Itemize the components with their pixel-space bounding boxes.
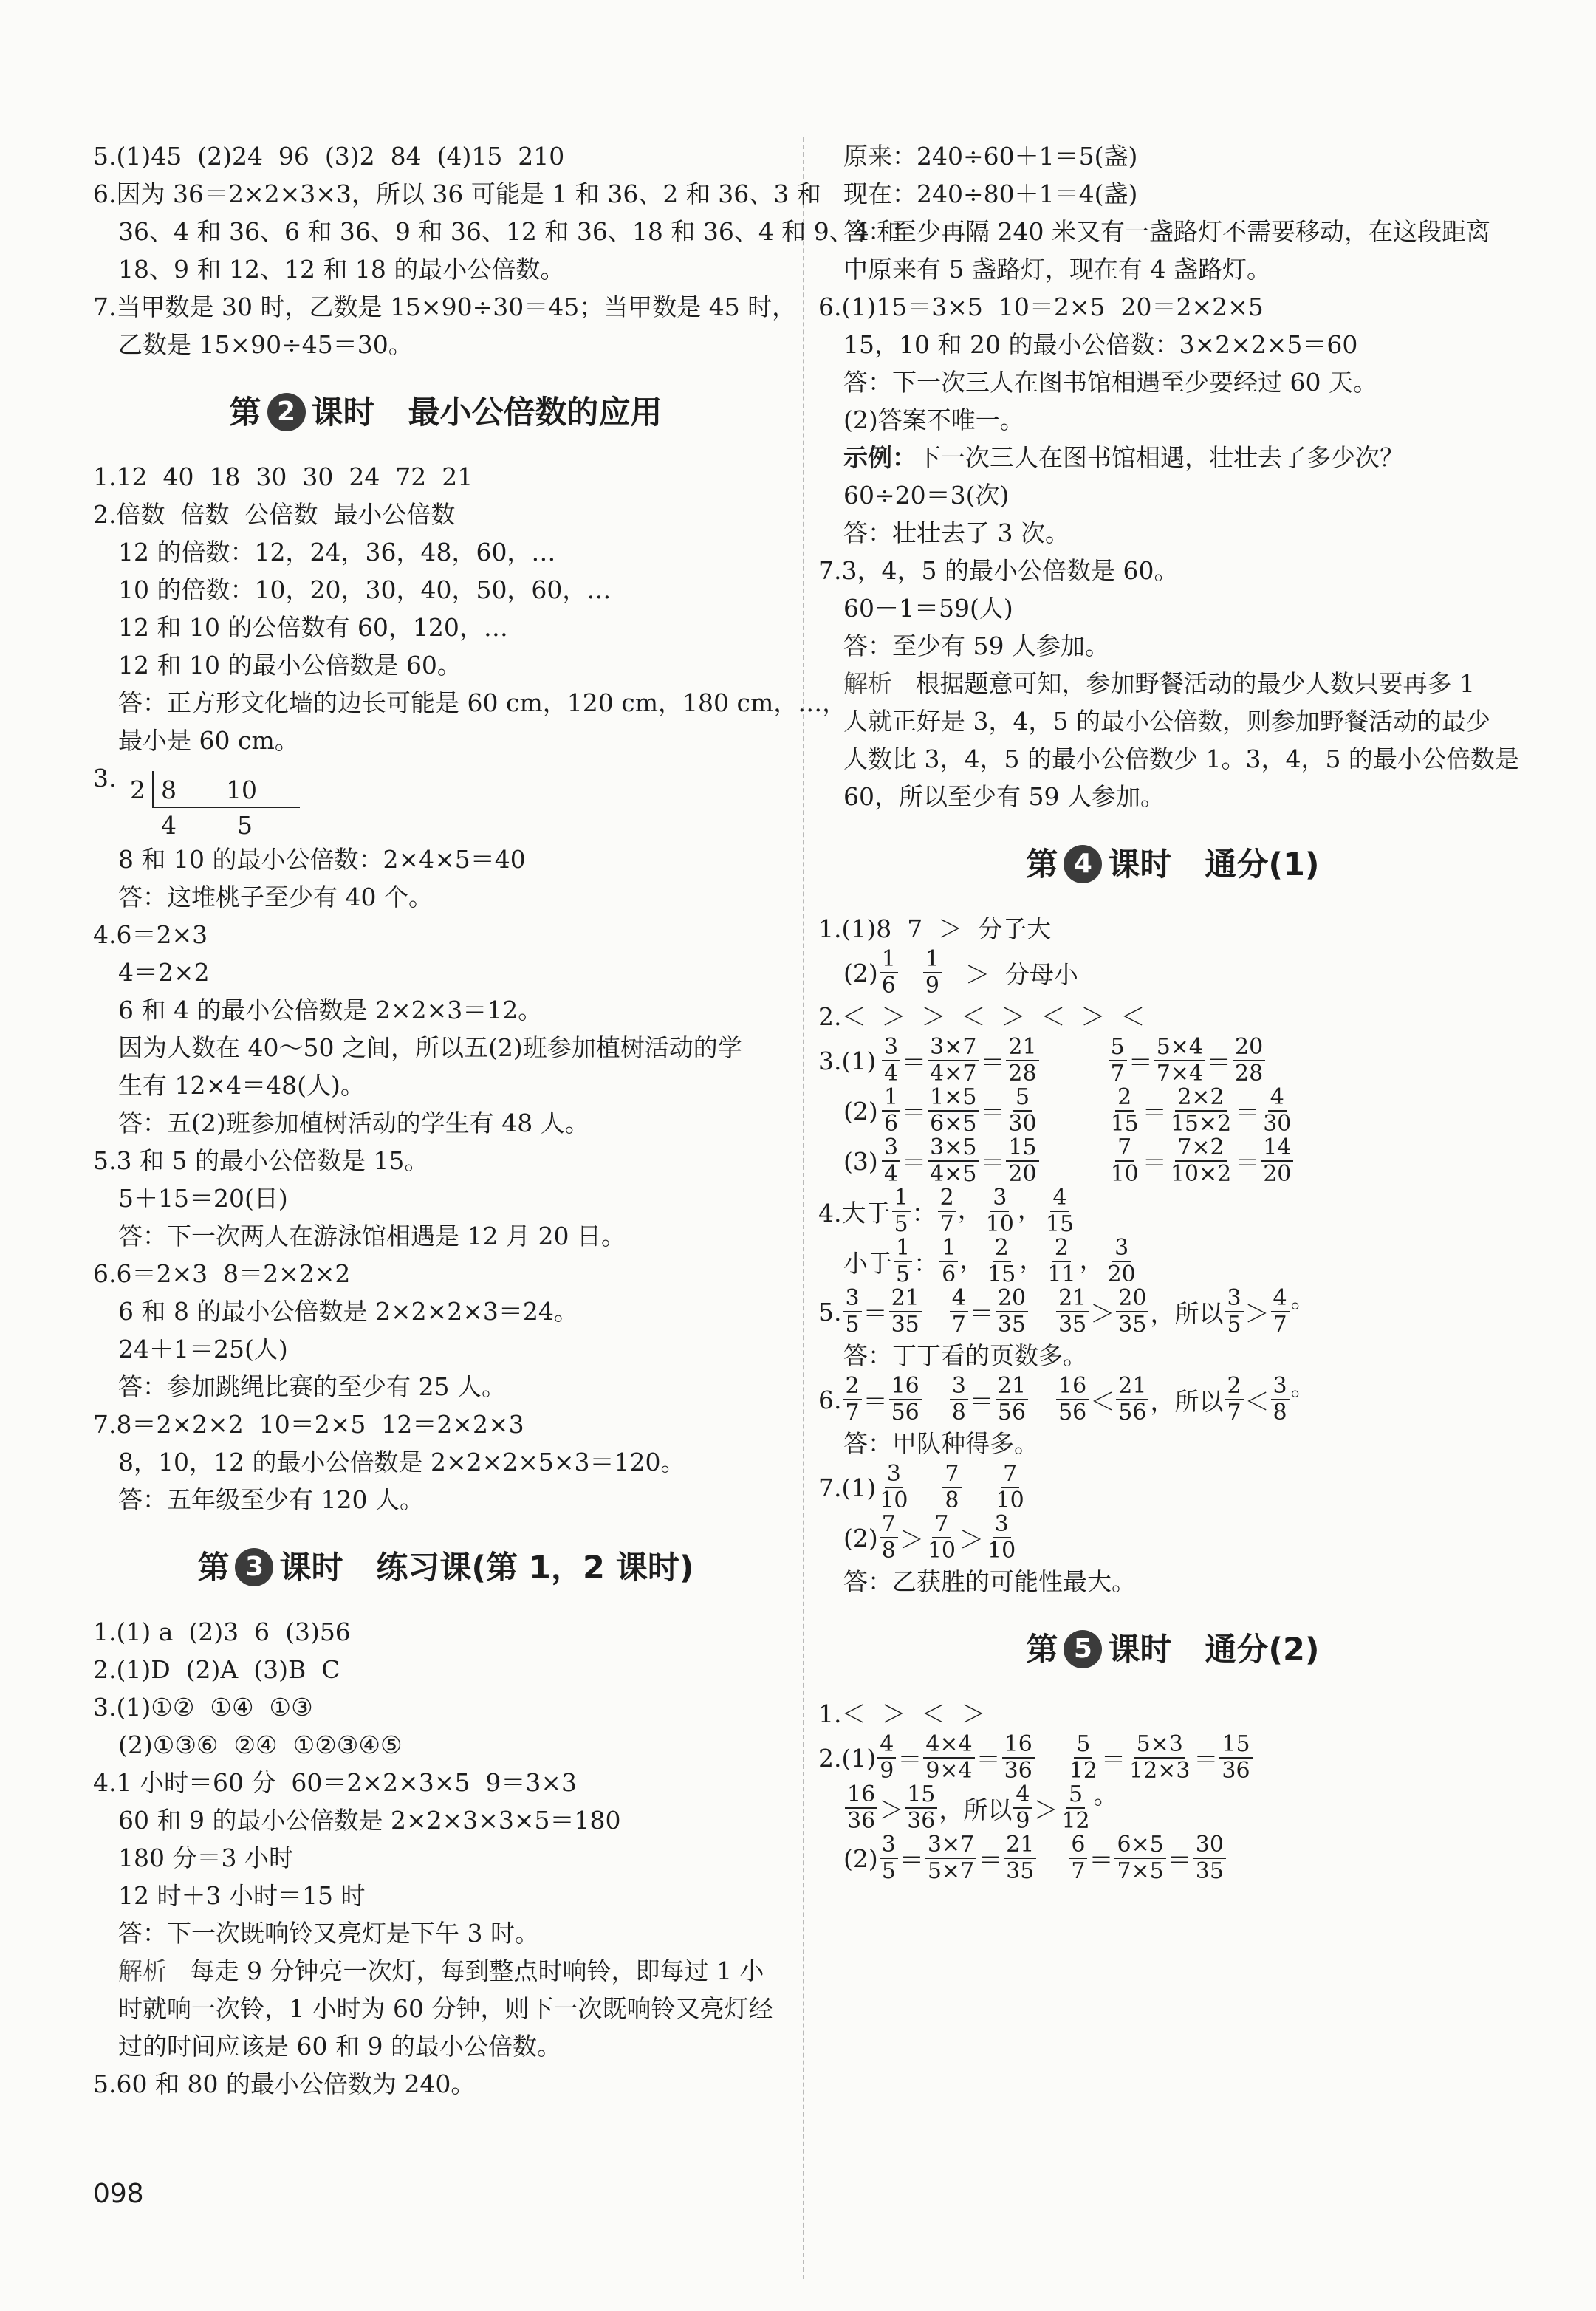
answer-line: 答：下一次既响铃又亮灯是下午 3 时。 — [118, 1919, 539, 1948]
denominator: 4×5 — [930, 1161, 977, 1187]
denominator: 10 — [985, 1211, 1014, 1237]
numerator: 15 — [905, 1782, 937, 1809]
fraction — [1006, 1135, 1038, 1187]
numerator: 21 — [1004, 1832, 1036, 1859]
numerator: 4 — [950, 1286, 968, 1312]
fraction — [1219, 1732, 1252, 1784]
denominator: 4 — [884, 1061, 899, 1086]
denominator: 8 — [1273, 1400, 1287, 1425]
denominator: 15 — [987, 1261, 1016, 1287]
denominator: 5 — [881, 1858, 896, 1884]
answer-line: 7.3，4，5 的最小公倍数是 60。 — [818, 556, 1179, 585]
answer-line: 4.1 小时＝60 分 60＝2×2×3×5 9＝3×3 — [93, 1768, 577, 1797]
denominator: 6 — [881, 973, 896, 999]
denominator: 10 — [1110, 1161, 1139, 1187]
numerator: 21 — [1006, 1035, 1038, 1061]
lesson-3-heading: 第 3 课时 练习课(第 1，2 课时) — [93, 1545, 798, 1591]
example-label: 示例： — [843, 443, 917, 472]
answer-line: 答：下一次两人在游泳馆相遇是 12 月 20 日。 — [118, 1222, 626, 1250]
numerator: 2 — [938, 1185, 956, 1212]
lesson-2-heading: 第 2 课时 最小公倍数的应用 — [93, 390, 798, 436]
lesson-5-heading: 第 5 课时 通分(2) — [818, 1627, 1527, 1673]
fraction — [942, 1462, 961, 1513]
numerator: 20 — [1116, 1286, 1148, 1312]
denominator: 4×7 — [930, 1061, 977, 1086]
denominator: 36 — [847, 1808, 876, 1834]
lesson-number-badge: 5 — [1064, 1630, 1102, 1668]
answer-line: 7.8＝2×2×2 10＝2×5 12＝2×2×3 — [93, 1410, 524, 1439]
answer-line: 答：甲队种得多。 — [843, 1429, 1038, 1458]
denominator: 56 — [1118, 1400, 1147, 1425]
fraction-row: 5. $\frac{3}{5}$ ＝ $\frac{21}{35}$ $\frac{4}{7}$ ＝ $\frac{20}{35}$ $\frac{21}{35}$ ＞ $\frac{20}{35}$ ， 所以 $\frac{3}{5}$ ＞ $\frac{4}{7}$ 。 — [818, 1284, 1315, 1338]
fraction-row: 小于 $\frac{1}{5}$ ： $\frac{1}{6}$ ， $\frac{2}{15}$ ， $\frac{2}{11}$ ， $\frac{3}{20}$ — [818, 1236, 1527, 1287]
denominator: 5×7 — [927, 1858, 975, 1884]
numerator: 2×2 — [1175, 1085, 1226, 1112]
numerator: 3 — [880, 1832, 898, 1859]
fraction-row: 6. $\frac{2}{7}$ ＝ $\frac{16}{56}$ $\frac{3}{8}$ ＝ $\frac{21}{56}$ $\frac{16}{56}$ ＜ $\frac{21}{56}$ ， 所以 $\frac{2}{7}$ ＜ $\frac{3}{8}$ 。 — [818, 1372, 1315, 1425]
fraction — [1109, 1085, 1141, 1137]
fraction — [1056, 1286, 1089, 1338]
fraction — [1056, 1374, 1089, 1425]
page-number: 098 — [93, 2179, 144, 2209]
fraction — [877, 1462, 910, 1513]
answer-line: 18、9 和 12、12 和 18 的最小公倍数。 — [118, 255, 565, 284]
numerator: 3×5 — [928, 1135, 979, 1162]
denominator: 12 — [1061, 1808, 1090, 1834]
denominator: 6×5 — [930, 1111, 977, 1137]
numerator: 20 — [1233, 1035, 1265, 1061]
fraction — [928, 1135, 979, 1187]
numerator: 2 — [993, 1236, 1011, 1262]
answer-line: 60 和 9 的最小公倍数是 2×2×3×3×5＝180 — [118, 1806, 621, 1835]
fraction — [877, 1732, 896, 1784]
denominator: 6 — [942, 1261, 956, 1287]
numerator: 4 — [1271, 1286, 1290, 1312]
numerator: 4 — [1013, 1782, 1032, 1809]
fraction — [984, 1185, 1016, 1237]
answer-line: 答：丁丁看的页数多。 — [843, 1341, 1087, 1370]
denominator: 10 — [927, 1538, 956, 1564]
denominator: 12×3 — [1129, 1758, 1191, 1784]
answer-line: 中原来有 5 盏路灯，现在有 4 盏路灯。 — [843, 255, 1271, 284]
fraction — [925, 1512, 958, 1564]
fraction — [843, 1374, 862, 1425]
numerator: 3 — [885, 1462, 903, 1488]
denominator: 7 — [951, 1312, 966, 1338]
denominator: 5 — [896, 1261, 911, 1287]
denominator: 15 — [1110, 1111, 1139, 1137]
answer-line: 5＋15＝20(日) — [118, 1184, 288, 1213]
analysis-line: 人就正好是 3，4，5 的最小公倍数，则参加野餐活动的最少 — [843, 707, 1490, 736]
fraction — [994, 1462, 1027, 1513]
numerator: 7 — [932, 1512, 951, 1538]
answer-line: 乙数是 15×90÷45＝30。 — [118, 330, 413, 359]
denominator: 7 — [939, 1211, 954, 1237]
answer-line: 最小是 60 cm。 — [118, 726, 299, 755]
denominator: 15×2 — [1170, 1111, 1232, 1137]
numerator: 1 — [923, 947, 942, 973]
denominator: 20 — [1008, 1161, 1037, 1187]
answer-line: 12 时＋3 小时＝15 时 — [118, 1881, 366, 1910]
numerator: 21 — [1056, 1286, 1089, 1312]
denominator: 35 — [1118, 1312, 1147, 1338]
analysis-label: 解析 — [118, 1956, 167, 1985]
fraction — [1193, 1832, 1226, 1884]
denominator: 9 — [880, 1758, 894, 1784]
fraction — [1004, 1832, 1036, 1884]
numerator: 14 — [1261, 1135, 1293, 1162]
fraction — [1271, 1374, 1290, 1425]
numerator: 16 — [845, 1782, 877, 1809]
answer-line: 15，10 和 20 的最小公倍数：3×2×2×5＝60 — [843, 330, 1358, 359]
answer-line: 4.6＝2×3 — [93, 920, 208, 949]
fraction — [923, 947, 942, 999]
denominator: 20 — [1263, 1161, 1292, 1187]
fraction — [996, 1374, 1028, 1425]
numerator: 3 — [882, 1035, 900, 1061]
answer-line: 24＋1＝25(人) — [118, 1335, 288, 1363]
fraction — [880, 947, 898, 999]
fraction — [925, 1832, 976, 1884]
answer-line: 10 的倍数：10，20，30，40，50，60，… — [118, 575, 612, 604]
answer-line: 1.12 40 18 30 30 24 72 21 — [93, 462, 473, 491]
denominator: 8 — [881, 1538, 896, 1564]
denominator: 7 — [1227, 1400, 1241, 1425]
denominator: 5 — [1227, 1312, 1241, 1338]
denominator: 4 — [884, 1161, 899, 1187]
analysis-line: 时就响一次铃，1 小时为 60 分钟，则下一次既响铃又亮灯经 — [118, 1994, 773, 2023]
denominator: 11 — [1047, 1261, 1076, 1287]
numerator: 7 — [942, 1462, 961, 1488]
short-division-ladder: 3. 2 8 10 4 5 — [93, 759, 798, 840]
denominator: 9 — [925, 973, 939, 999]
denominator: 30 — [1263, 1111, 1292, 1137]
denominator: 9 — [1016, 1808, 1030, 1834]
denominator: 35 — [1006, 1858, 1035, 1884]
answer-line: 12 的倍数：12，24，36，48，60，… — [118, 538, 556, 566]
answer-line: 60－1＝59(人) — [843, 594, 1013, 623]
fraction — [1006, 1035, 1038, 1086]
numerator: 3×7 — [925, 1832, 976, 1859]
numerator: 2 — [1225, 1374, 1243, 1400]
answer-line: 8 和 10 的最小公倍数：2×4×5＝40 — [118, 845, 526, 874]
answer-line: 12 和 10 的公倍数有 60，120，… — [118, 613, 508, 642]
analysis-line: 解析 根据题意可知，参加野餐活动的最少人数只要再多 1 — [843, 669, 1475, 698]
example-line: 示例：下一次三人在图书馆相遇，壮壮去了多少次？ — [843, 443, 1404, 472]
fraction — [1109, 1035, 1127, 1086]
denominator: 30 — [1008, 1111, 1037, 1137]
fraction — [1168, 1135, 1233, 1187]
fraction — [1069, 1832, 1087, 1884]
right-column — [818, 137, 1527, 1883]
answer-line: 60÷20＝3(次) — [843, 481, 1010, 510]
fraction — [1127, 1732, 1192, 1784]
fraction — [928, 1035, 979, 1086]
answer-line: 180 分＝3 小时 — [118, 1843, 293, 1872]
answer-line: 生有 12×4＝48(人)。 — [118, 1071, 365, 1100]
fraction — [1002, 1732, 1035, 1784]
answer-line: (2)①③⑥ ②④ ①②③④⑤ — [118, 1730, 403, 1759]
answer-line: 5.3 和 5 的最小公倍数是 15。 — [93, 1146, 429, 1175]
lesson-4-heading: 第 4 课时 通分(1) — [818, 842, 1527, 888]
denominator: 7 — [1273, 1312, 1287, 1338]
numerator: 3 — [990, 1185, 1009, 1212]
answer-line: 4＝2×2 — [118, 958, 210, 987]
answer-line: 6.(1)15＝3×5 10＝2×5 20＝2×2×5 — [818, 292, 1264, 321]
denominator: 35 — [891, 1312, 919, 1338]
fraction — [1168, 1085, 1233, 1137]
numerator: 4×4 — [923, 1732, 974, 1759]
answer-line: 因为人数在 40～50 之间，所以五(2)班参加植树活动的学 — [118, 1033, 742, 1062]
answer-line: 1.(1) a (2)3 6 (3)56 — [93, 1617, 351, 1646]
fraction — [1233, 1035, 1265, 1086]
fraction — [843, 1286, 862, 1338]
numerator: 3 — [1225, 1286, 1243, 1312]
fraction — [889, 1374, 922, 1425]
answer-line: 5.60 和 80 的最小公倍数为 240。 — [93, 2069, 476, 2098]
denominator: 6 — [884, 1111, 899, 1137]
denominator: 28 — [1008, 1061, 1037, 1086]
answer-line: 现在：240÷80＋1＝4(盏) — [843, 179, 1138, 208]
numerator: 3×7 — [928, 1035, 979, 1061]
numerator: 3 — [993, 1512, 1011, 1538]
fraction — [845, 1782, 877, 1834]
answer-line: 5.(1)45 (2)24 96 (3)2 84 (4)15 210 — [93, 142, 565, 171]
denominator: 7 — [1071, 1858, 1086, 1884]
fraction — [938, 1185, 956, 1237]
numerator: 4 — [877, 1732, 896, 1759]
denominator: 56 — [997, 1400, 1027, 1425]
numerator: 1 — [939, 1236, 958, 1262]
numerator: 20 — [996, 1286, 1028, 1312]
answer-line: 6.因为 36＝2×2×3×3，所以 36 可能是 1 和 36、2 和 36、3 和 — [93, 179, 821, 208]
numerator: 7 — [1001, 1462, 1019, 1488]
denominator: 36 — [907, 1808, 936, 1834]
fraction — [880, 1512, 898, 1564]
fraction-row: 3.(1) $\frac{3}{4}$ ＝ $\frac{3\times 7}{4\times 7}$ ＝ $\frac{21}{28}$ $\frac{5}{7}$ ＝ $\frac{5\times 4}{7\times 4}$ ＝ $\frac{20}{28}$ — [818, 1035, 1527, 1086]
fraction — [1116, 1374, 1148, 1425]
denominator: 10 — [987, 1538, 1016, 1564]
numerator: 5 — [1109, 1035, 1127, 1061]
denominator: 35 — [997, 1312, 1027, 1338]
fraction — [882, 1085, 900, 1137]
fraction — [923, 1732, 974, 1784]
numerator: 15 — [1006, 1135, 1038, 1162]
denominator: 7×4 — [1156, 1061, 1203, 1086]
numerator: 5×3 — [1134, 1732, 1185, 1759]
lesson-number-badge: 3 — [235, 1548, 273, 1586]
numerator: 30 — [1193, 1832, 1226, 1859]
fraction — [950, 1374, 968, 1425]
numerator: 5×4 — [1154, 1035, 1205, 1061]
column-divider — [803, 137, 804, 2279]
answer-line: 答：参加跳绳比赛的至少有 25 人。 — [118, 1372, 506, 1401]
fraction — [985, 1236, 1018, 1287]
answer-line: 7.当甲数是 30 时，乙数是 15×90÷30＝45；当甲数是 45 时， — [93, 292, 797, 321]
denominator: 9×4 — [925, 1758, 973, 1784]
denominator: 56 — [1058, 1400, 1087, 1425]
analysis-line: 人数比 3，4，5 的最小公倍数少 1。3，4，5 的最小公倍数是 — [843, 744, 1519, 773]
fraction-row: 7.(1) $\frac{3}{10}$ $\frac{7}{8}$ $\frac{7}{10}$ — [818, 1462, 1527, 1513]
denominator: 8 — [951, 1400, 966, 1425]
answer-line: 答：下一次三人在图书馆相遇至少要经过 60 天。 — [843, 368, 1377, 397]
fraction-row: $\frac{16}{36}$ ＞ $\frac{15}{36}$ ， 所以 $\frac{4}{9}$ ＞ $\frac{5}{12}$ 。 — [818, 1783, 1527, 1833]
answer-line: 6.6＝2×3 8＝2×2×2 — [93, 1259, 351, 1288]
fraction — [1261, 1135, 1293, 1187]
fraction-row: 2.(1) $\frac{4}{9}$ ＝ $\frac{4\times 4}{9\times 4}$ ＝ $\frac{16}{36}$ $\frac{5}{12}$ ＝ $\frac{5\times 3}{12\times 3}$ ＝ $\frac{15}{36}$ — [818, 1733, 1527, 1783]
numerator: 6×5 — [1114, 1832, 1165, 1859]
fraction — [882, 1135, 900, 1187]
answer-line: 答：这堆桃子至少有 40 个。 — [118, 883, 433, 911]
numerator: 21 — [1116, 1374, 1148, 1400]
fraction-row: (2) $\frac{7}{8}$ ＞ $\frac{7}{10}$ ＞ $\frac{3}{10}$ — [818, 1513, 1527, 1563]
answer-line: 2.倍数 倍数 公倍数 最小公倍数 — [93, 500, 456, 529]
fraction — [1261, 1085, 1293, 1137]
numerator: 6 — [1069, 1832, 1087, 1859]
fraction — [1114, 1832, 1165, 1884]
denominator: 8 — [945, 1487, 959, 1513]
answer-line: 8，10，12 的最小公倍数是 2×2×2×5×3＝120。 — [118, 1448, 685, 1476]
numerator: 7 — [880, 1512, 898, 1538]
analysis-line: 解析 每走 9 分钟亮一次灯，每到整点时响铃，即每过 1 小 — [118, 1956, 764, 1985]
fraction — [1013, 1782, 1032, 1834]
numerator: 3 — [882, 1135, 900, 1162]
answer-line: 答：五(2)班参加植树活动的学生有 48 人。 — [118, 1109, 589, 1137]
numerator: 2 — [843, 1374, 862, 1400]
numerator: 21 — [996, 1374, 1028, 1400]
fraction — [1044, 1185, 1076, 1237]
lesson-number-badge: 2 — [267, 393, 306, 431]
fraction-row: (2) $\frac{3}{5}$ ＝ $\frac{3\times 7}{5\times 7}$ ＝ $\frac{21}{35}$ $\frac{6}{7}$ ＝ $\frac{6\times 5}{7\times 5}$ ＝ $\frac{30}{35}$ — [818, 1833, 1527, 1883]
answer-line: 3.(1)①② ①④ ①③ — [93, 1693, 313, 1722]
numerator: 16 — [1056, 1374, 1089, 1400]
analysis-label: 解析 — [843, 669, 892, 698]
numerator: 3 — [843, 1286, 862, 1312]
answer-line: 答：壮壮去了 3 次。 — [843, 518, 1069, 547]
fraction — [882, 1035, 900, 1086]
numerator: 1 — [894, 1236, 912, 1262]
numerator: 21 — [889, 1286, 922, 1312]
fraction — [1006, 1085, 1038, 1137]
fraction — [1106, 1236, 1138, 1287]
numerator: 1×5 — [928, 1085, 979, 1112]
numerator: 1 — [892, 1185, 911, 1212]
answer-line: 答：五年级至少有 120 人。 — [118, 1485, 424, 1514]
answer-line: 1.(1)8 7 ＞ 分子大 — [818, 914, 1052, 943]
denominator: 56 — [891, 1400, 919, 1425]
fraction — [1045, 1236, 1078, 1287]
answer-line: 6 和 8 的最小公倍数是 2×2×2×3＝24。 — [118, 1297, 578, 1326]
denominator: 35 — [1195, 1858, 1224, 1884]
fraction — [894, 1236, 912, 1287]
denominator: 10 — [880, 1487, 908, 1513]
denominator: 10×2 — [1170, 1161, 1232, 1187]
fraction — [1271, 1286, 1290, 1338]
fraction — [928, 1085, 979, 1137]
fraction-row: (2) $\frac{1}{6}$ ＝ $\frac{1\times 5}{6\times 5}$ ＝ $\frac{5}{30}$ $\frac{2}{15}$ ＝ $\frac{2\times 2}{15\times 2}$ ＝ $\frac{4}{30}$ — [818, 1086, 1527, 1136]
fraction — [892, 1185, 911, 1237]
numerator: 5 — [1074, 1732, 1092, 1759]
numerator: 4 — [1050, 1185, 1069, 1212]
numerator: 5 — [1066, 1782, 1085, 1809]
fraction-row: (2) $\frac{1}{6}$ $\frac{1}{9}$ ＞ 分母小 — [843, 946, 1078, 999]
numerator: 5 — [1013, 1085, 1032, 1112]
answer-line: 答：至少再隔 240 米又有一盏路灯不需要移动，在这段距离 — [843, 217, 1490, 246]
denominator: 36 — [1222, 1758, 1250, 1784]
fraction — [939, 1236, 958, 1287]
numerator: 2 — [1115, 1085, 1134, 1112]
answer-line: 答：正方形文化墙的边长可能是 60 cm，120 cm，180 cm，…， — [118, 688, 847, 717]
answer-line: 1.＜ ＞ ＜ ＞ — [818, 1699, 986, 1728]
answer-line: 答：至少有 59 人参加。 — [843, 631, 1109, 660]
numerator: 7 — [1115, 1135, 1134, 1162]
fraction — [1059, 1782, 1092, 1834]
fraction — [1225, 1286, 1243, 1338]
analysis-line: 60，所以至少有 59 人参加。 — [843, 782, 1165, 811]
denominator: 35 — [1058, 1312, 1087, 1338]
denominator: 7 — [845, 1400, 860, 1425]
numerator: 7×2 — [1175, 1135, 1226, 1162]
fraction — [1109, 1135, 1141, 1187]
denominator: 5 — [845, 1312, 860, 1338]
fraction — [950, 1286, 968, 1338]
denominator: 5 — [894, 1211, 908, 1237]
denominator: 20 — [1107, 1261, 1136, 1287]
fraction — [985, 1512, 1018, 1564]
numerator: 15 — [1219, 1732, 1252, 1759]
denominator: 7 — [1110, 1061, 1125, 1086]
denominator: 28 — [1235, 1061, 1264, 1086]
answer-line: 原来：240÷60＋1＝5(盏) — [843, 142, 1138, 171]
fraction — [905, 1782, 937, 1834]
denominator: 10 — [996, 1487, 1024, 1513]
denominator: 12 — [1069, 1758, 1098, 1784]
numerator: 1 — [882, 1085, 900, 1112]
answer-line: 2.＜ ＞ ＞ ＜ ＞ ＜ ＞ ＜ — [818, 1002, 1145, 1031]
fraction — [1154, 1035, 1205, 1086]
answer-line: (2)答案不唯一。 — [843, 405, 1024, 434]
lesson-number-badge: 4 — [1064, 845, 1102, 883]
numerator: 3 — [950, 1374, 968, 1400]
numerator: 1 — [880, 947, 898, 973]
numerator: 3 — [1271, 1374, 1290, 1400]
numerator: 16 — [1002, 1732, 1035, 1759]
fraction — [1116, 1286, 1148, 1338]
answer-line: 12 和 10 的最小公倍数是 60。 — [118, 651, 462, 679]
denominator: 15 — [1045, 1211, 1075, 1237]
denominator: 36 — [1004, 1758, 1032, 1784]
answer-line: 6 和 4 的最小公倍数是 2×2×3＝12。 — [118, 996, 543, 1024]
analysis-line: 过的时间应该是 60 和 9 的最小公倍数。 — [118, 2032, 561, 2061]
answer-line: 2.(1)D (2)A (3)B C — [93, 1655, 340, 1684]
numerator: 3 — [1112, 1236, 1131, 1262]
fraction — [889, 1286, 922, 1338]
answer-line: 36、4 和 36、6 和 36、9 和 36、12 和 36、18 和 36、4 和 9、4 和 — [118, 217, 902, 246]
numerator: 16 — [889, 1374, 922, 1400]
answer-line: 答：乙获胜的可能性最大。 — [843, 1567, 1136, 1596]
numerator: 2 — [1052, 1236, 1071, 1262]
fraction — [1225, 1374, 1243, 1425]
numerator: 4 — [1268, 1085, 1287, 1112]
fraction-row: (3) $\frac{3}{4}$ ＝ $\frac{3\times 5}{4\times 5}$ ＝ $\frac{15}{20}$ $\frac{7}{10}$ ＝ $\frac{7\times 2}{10\times 2}$ ＝ $\frac{14}{20}$ — [818, 1136, 1527, 1186]
fraction — [880, 1832, 898, 1884]
fraction — [996, 1286, 1028, 1338]
fraction-row: 4.大于 $\frac{1}{5}$ ： $\frac{2}{7}$ ， $\frac{3}{10}$ ， $\frac{4}{15}$ — [818, 1186, 1527, 1236]
denominator: 7×5 — [1117, 1858, 1164, 1884]
